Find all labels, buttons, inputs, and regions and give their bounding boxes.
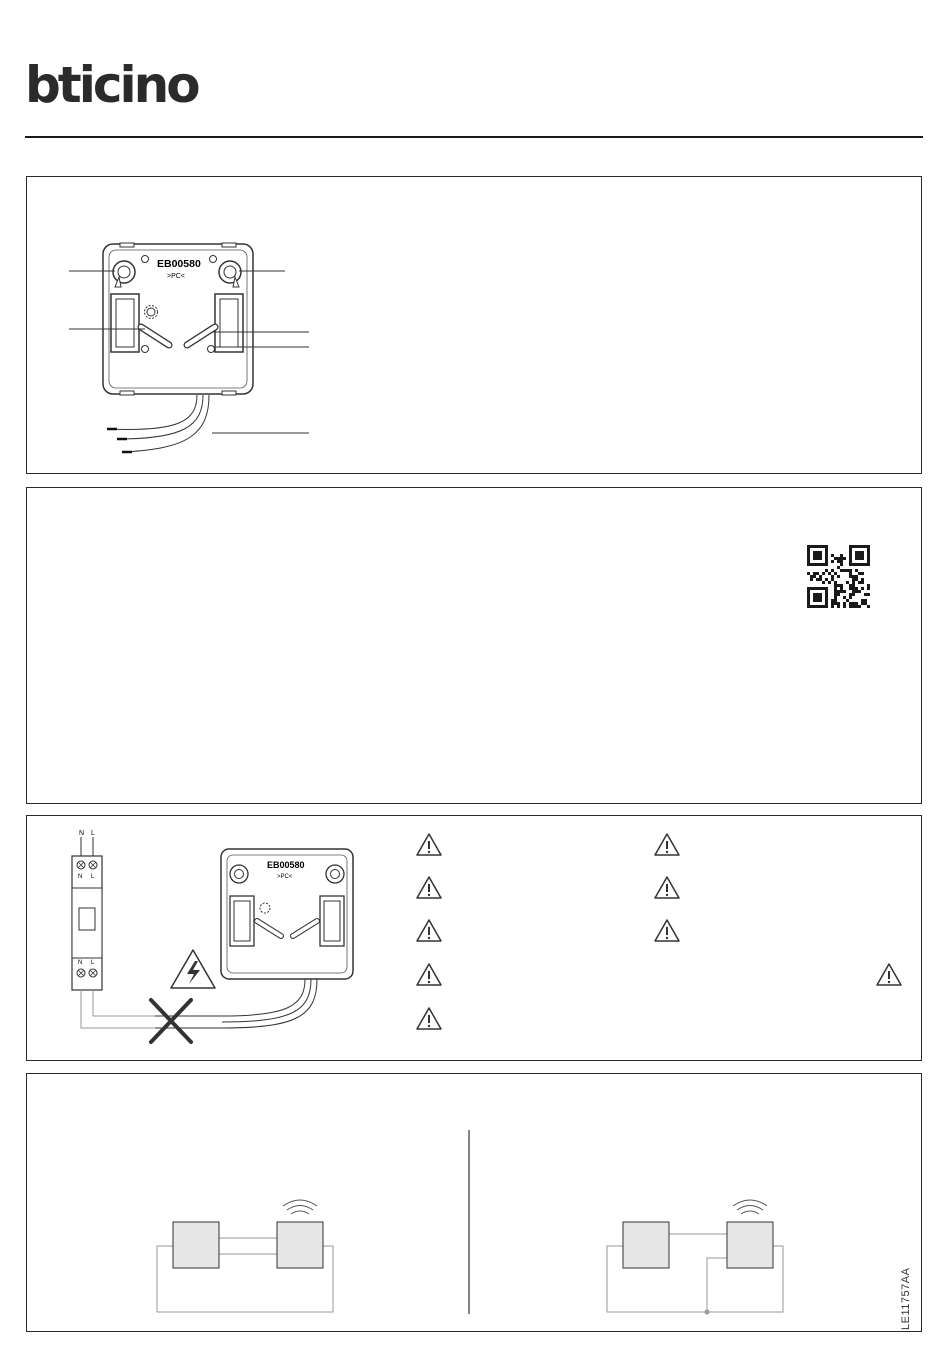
circuit-breaker xyxy=(72,830,102,990)
warning-triangle-icon xyxy=(415,832,443,858)
warning-triangle-icon xyxy=(415,918,443,944)
svg-text:L: L xyxy=(91,960,95,966)
model-label: EB00580 xyxy=(157,258,201,270)
material-marking: >PC< xyxy=(277,874,293,880)
warning-triangle-icon xyxy=(415,875,443,901)
brand-logo: bticino xyxy=(25,56,198,114)
wireless-signal-icon xyxy=(283,1200,317,1214)
warning-triangle-icon xyxy=(653,918,681,944)
info-panel xyxy=(26,487,922,804)
warning-triangle-icon xyxy=(875,962,903,988)
wiring-schemes-drawing xyxy=(27,1074,923,1333)
warning-triangle-icon xyxy=(653,875,681,901)
device-overview-panel xyxy=(26,176,922,474)
qr-code-icon[interactable] xyxy=(27,488,923,805)
svg-text:N: N xyxy=(78,874,83,880)
svg-text:N: N xyxy=(79,830,85,837)
wiring-scheme-right xyxy=(607,1200,783,1315)
header-divider xyxy=(25,136,923,138)
cross-icon xyxy=(151,1000,191,1042)
wiring-scheme-left xyxy=(157,1200,333,1312)
installation-warnings-panel xyxy=(26,815,922,1061)
svg-text:L: L xyxy=(91,830,95,837)
material-marking: >PC< xyxy=(167,273,185,280)
wiring-warning-drawing xyxy=(27,816,923,1062)
device-front-drawing xyxy=(27,177,923,475)
svg-text:L: L xyxy=(91,874,95,880)
model-label: EB00580 xyxy=(267,860,305,870)
warning-triangle-icon xyxy=(415,1006,443,1032)
wireless-signal-icon xyxy=(733,1200,767,1214)
warning-triangle-icon xyxy=(653,832,681,858)
electric-hazard-icon xyxy=(171,950,215,988)
wiring-diagrams-panel xyxy=(26,1073,922,1332)
document-code: LE11757AA xyxy=(900,1267,912,1330)
svg-text:N: N xyxy=(78,960,83,966)
warning-triangle-icon xyxy=(415,962,443,988)
